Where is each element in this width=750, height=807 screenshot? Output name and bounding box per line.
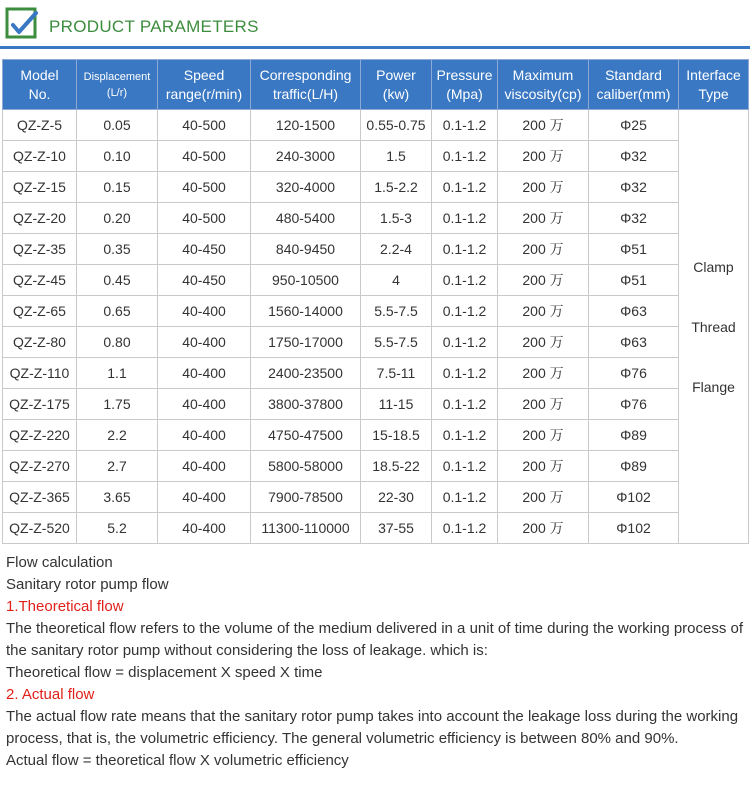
cell-power: 7.5-11 [361,358,432,389]
cell-caliber: Φ32 [589,172,679,203]
cell-traffic: 1560-14000 [251,296,361,327]
cell-power: 0.55-0.75 [361,110,432,141]
cell-speed: 40-500 [158,110,251,141]
actual-flow-heading: 2. Actual flow [6,686,95,703]
cell-displacement: 0.15 [77,172,158,203]
cell-viscosity: 200 万 [498,420,589,451]
table-row [3,451,749,482]
cell-displacement: 2.7 [77,451,158,482]
cell-speed: 40-400 [158,389,251,420]
cell-pressure: 0.1-1.2 [432,141,498,172]
cell-displacement: 0.45 [77,265,158,296]
cell-model: QZ-Z-175 [3,389,77,420]
table-row [3,110,749,141]
cell-pressure: 0.1-1.2 [432,172,498,203]
cell-displacement: 5.2 [77,513,158,544]
cell-displacement: 0.35 [77,234,158,265]
cell-speed: 40-500 [158,141,251,172]
cell-caliber: Φ25 [589,110,679,141]
interface-type-label: Thread [691,318,736,335]
cell-power: 4 [361,265,432,296]
cell-power: 11-15 [361,389,432,420]
cell-speed: 40-500 [158,203,251,234]
cell-interface-type [679,110,749,544]
cell-caliber: Φ32 [589,141,679,172]
header-viscosity: Maximum viscosity(cp) [498,60,589,110]
theoretical-flow-heading: 1.Theoretical flow [6,598,124,615]
cell-viscosity: 200 万 [498,327,589,358]
table-row [3,358,749,389]
cell-speed: 40-400 [158,482,251,513]
cell-model: QZ-Z-80 [3,327,77,358]
cell-viscosity: 200 万 [498,141,589,172]
cell-pressure: 0.1-1.2 [432,234,498,265]
cell-displacement: 3.65 [77,482,158,513]
cell-power: 37-55 [361,513,432,544]
cell-model: QZ-Z-220 [3,420,77,451]
table-header-row [3,60,749,110]
cell-caliber: Φ102 [589,482,679,513]
header-displacement: Displacement (L/r) [77,60,158,110]
green-check-box-icon [5,7,39,41]
cell-pressure: 0.1-1.2 [432,110,498,141]
cell-viscosity: 200 万 [498,203,589,234]
cell-model: QZ-Z-10 [3,141,77,172]
cell-power: 1.5-3 [361,203,432,234]
cell-power: 5.5-7.5 [361,327,432,358]
cell-displacement: 0.20 [77,203,158,234]
table-row [3,265,749,296]
cell-power: 5.5-7.5 [361,296,432,327]
table-row [3,420,749,451]
cell-power: 2.2-4 [361,234,432,265]
header-speed: Speed range(r/min) [158,60,251,110]
table-row [3,482,749,513]
cell-traffic: 2400-23500 [251,358,361,389]
cell-model: QZ-Z-5 [3,110,77,141]
header-divider [0,46,750,49]
cell-power: 15-18.5 [361,420,432,451]
cell-speed: 40-450 [158,265,251,296]
cell-traffic: 7900-78500 [251,482,361,513]
cell-pressure: 0.1-1.2 [432,451,498,482]
cell-pressure: 0.1-1.2 [432,296,498,327]
cell-speed: 40-400 [158,420,251,451]
cell-pressure: 0.1-1.2 [432,265,498,296]
cell-caliber: Φ51 [589,234,679,265]
cell-traffic: 3800-37800 [251,389,361,420]
flow-calculation-notes [6,552,746,772]
cell-pressure: 0.1-1.2 [432,327,498,358]
notes-line-2: Sanitary rotor pump flow [6,576,169,593]
cell-pressure: 0.1-1.2 [432,513,498,544]
page-title: PRODUCT PARAMETERS [49,17,259,36]
cell-power: 18.5-22 [361,451,432,482]
cell-model: QZ-Z-65 [3,296,77,327]
cell-viscosity: 200 万 [498,296,589,327]
header-model: Model No. [3,60,77,110]
cell-traffic: 1750-17000 [251,327,361,358]
cell-pressure: 0.1-1.2 [432,482,498,513]
cell-caliber: Φ76 [589,389,679,420]
cell-model: QZ-Z-15 [3,172,77,203]
cell-model: QZ-Z-45 [3,265,77,296]
cell-traffic: 320-4000 [251,172,361,203]
cell-viscosity: 200 万 [498,389,589,420]
cell-speed: 40-400 [158,358,251,389]
cell-traffic: 950-10500 [251,265,361,296]
cell-traffic: 4750-47500 [251,420,361,451]
cell-viscosity: 200 万 [498,265,589,296]
cell-displacement: 1.1 [77,358,158,389]
section-header [0,0,750,52]
interface-type-label: Clamp [693,258,734,275]
table-row [3,203,749,234]
cell-viscosity: 200 万 [498,451,589,482]
cell-displacement: 0.10 [77,141,158,172]
table-row [3,141,749,172]
cell-caliber: Φ76 [589,358,679,389]
cell-pressure: 0.1-1.2 [432,389,498,420]
cell-displacement: 2.2 [77,420,158,451]
table-row [3,389,749,420]
cell-caliber: Φ89 [589,420,679,451]
cell-displacement: 0.05 [77,110,158,141]
parameters-table [2,59,749,544]
cell-speed: 40-400 [158,296,251,327]
cell-power: 22-30 [361,482,432,513]
cell-caliber: Φ89 [589,451,679,482]
cell-traffic: 11300-110000 [251,513,361,544]
cell-displacement: 1.75 [77,389,158,420]
actual-flow-paragraph: The actual flow rate means that the sanitary rotor pump takes into account the leakage loss during the working process, that is, the volumetric efficiency. The general volumetric efficiency is between 80% and 90%. [6,708,739,747]
cell-pressure: 0.1-1.2 [432,420,498,451]
actual-flow-formula: Actual flow = theoretical flow X volumetric efficiency [6,752,349,769]
cell-model: QZ-Z-110 [3,358,77,389]
table-row [3,234,749,265]
header-traffic: Corresponding traffic(L/H) [251,60,361,110]
cell-speed: 40-400 [158,327,251,358]
cell-viscosity: 200 万 [498,513,589,544]
theoretical-flow-formula: Theoretical flow = displacement X speed X time [6,664,323,681]
cell-viscosity: 200 万 [498,234,589,265]
table-row [3,327,749,358]
cell-model: QZ-Z-365 [3,482,77,513]
cell-caliber: Φ51 [589,265,679,296]
cell-viscosity: 200 万 [498,482,589,513]
cell-speed: 40-500 [158,172,251,203]
cell-model: QZ-Z-520 [3,513,77,544]
header-pressure: Pressure (Mpa) [432,60,498,110]
cell-caliber: Φ63 [589,296,679,327]
cell-traffic: 480-5400 [251,203,361,234]
cell-pressure: 0.1-1.2 [432,358,498,389]
cell-model: QZ-Z-35 [3,234,77,265]
header-caliber: Standard caliber(mm) [589,60,679,110]
table-row [3,513,749,544]
cell-power: 1.5 [361,141,432,172]
cell-model: QZ-Z-270 [3,451,77,482]
header-power: Power (kw) [361,60,432,110]
cell-model: QZ-Z-20 [3,203,77,234]
table-row [3,172,749,203]
cell-traffic: 240-3000 [251,141,361,172]
header-interface: Interface Type [679,60,749,110]
cell-caliber: Φ102 [589,513,679,544]
cell-power: 1.5-2.2 [361,172,432,203]
cell-speed: 40-400 [158,513,251,544]
cell-pressure: 0.1-1.2 [432,203,498,234]
cell-speed: 40-450 [158,234,251,265]
cell-displacement: 0.65 [77,296,158,327]
table-row [3,296,749,327]
cell-speed: 40-400 [158,451,251,482]
cell-caliber: Φ32 [589,203,679,234]
theoretical-flow-paragraph: The theoretical flow refers to the volume of the medium delivered in a unit of time during the working process of the sanitary rotor pump without considering the loss of leakage. which is: [6,620,744,659]
cell-viscosity: 200 万 [498,110,589,141]
cell-traffic: 120-1500 [251,110,361,141]
cell-traffic: 5800-58000 [251,451,361,482]
cell-traffic: 840-9450 [251,234,361,265]
cell-caliber: Φ63 [589,327,679,358]
interface-type-label: Flange [692,378,735,395]
notes-line-1: Flow calculation [6,554,113,571]
cell-displacement: 0.80 [77,327,158,358]
cell-viscosity: 200 万 [498,358,589,389]
cell-viscosity: 200 万 [498,172,589,203]
